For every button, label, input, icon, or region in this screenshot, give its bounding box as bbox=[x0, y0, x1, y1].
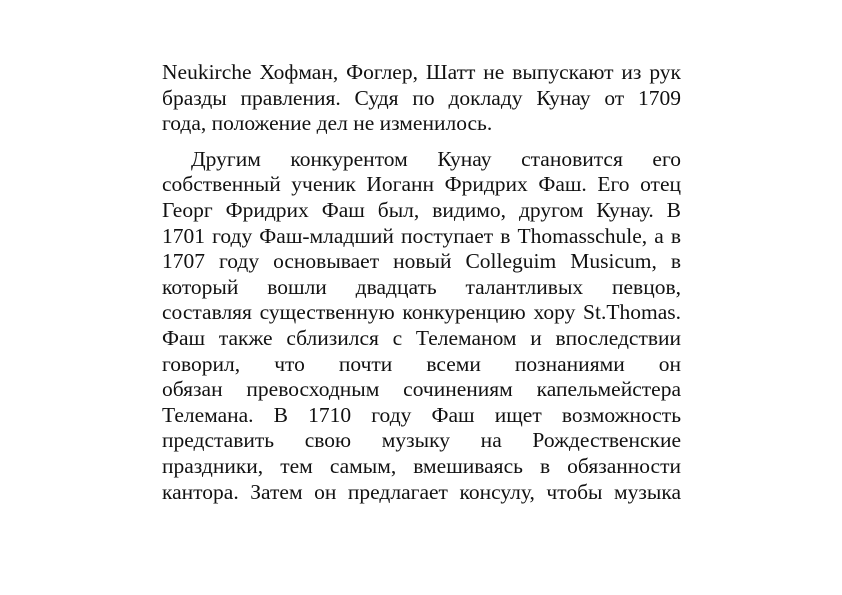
text-line: года, положение дел не изменилось. bbox=[162, 111, 493, 136]
text-line: 1707 году основывает новый Colleguim Musicum, в bbox=[162, 249, 681, 274]
paragraph-1 bbox=[162, 60, 681, 137]
text-line: 1701 году Фаш-младший поступает в Thomasschule, а в bbox=[162, 223, 681, 248]
text-line: говорил, что почти всеми познаниями он bbox=[162, 351, 681, 376]
paragraph-spacer bbox=[162, 137, 681, 147]
text-line: Другим конкурентом Кунау становится его bbox=[191, 146, 681, 171]
text-line: собственный ученик Иоганн Фридрих Фаш. Его отец bbox=[162, 172, 681, 197]
text-line: праздники, тем самым, вмешиваясь в обязанности bbox=[162, 453, 681, 478]
text-line: представить свою музыку на Рождественские bbox=[162, 428, 681, 453]
text-line: Телемана. В 1710 году Фаш ищет возможность bbox=[162, 402, 681, 427]
text-line: Фаш также сблизился с Телеманом и впоследствии bbox=[162, 325, 681, 350]
paragraph-2 bbox=[162, 147, 681, 505]
text-line: который вошли двадцать талантливых певцов, bbox=[162, 274, 681, 299]
text-line: бразды правления. Судя по докладу Кунау от 1709 bbox=[162, 85, 681, 110]
text-line: обязан превосходным сочинениям капельмейстера bbox=[162, 377, 681, 402]
text-line: кантора. Затем он предлагает консулу, чтобы музыка bbox=[162, 479, 681, 504]
text-line: Neukirche Хофман, Фоглер, Шатт не выпускают из рук bbox=[162, 60, 681, 84]
body-text bbox=[162, 60, 681, 505]
text-line: составляя существенную конкуренцию хору St.Thomas. bbox=[162, 300, 681, 325]
text-line: Георг Фридрих Фаш был, видимо, другом Кунау. В bbox=[162, 197, 681, 222]
